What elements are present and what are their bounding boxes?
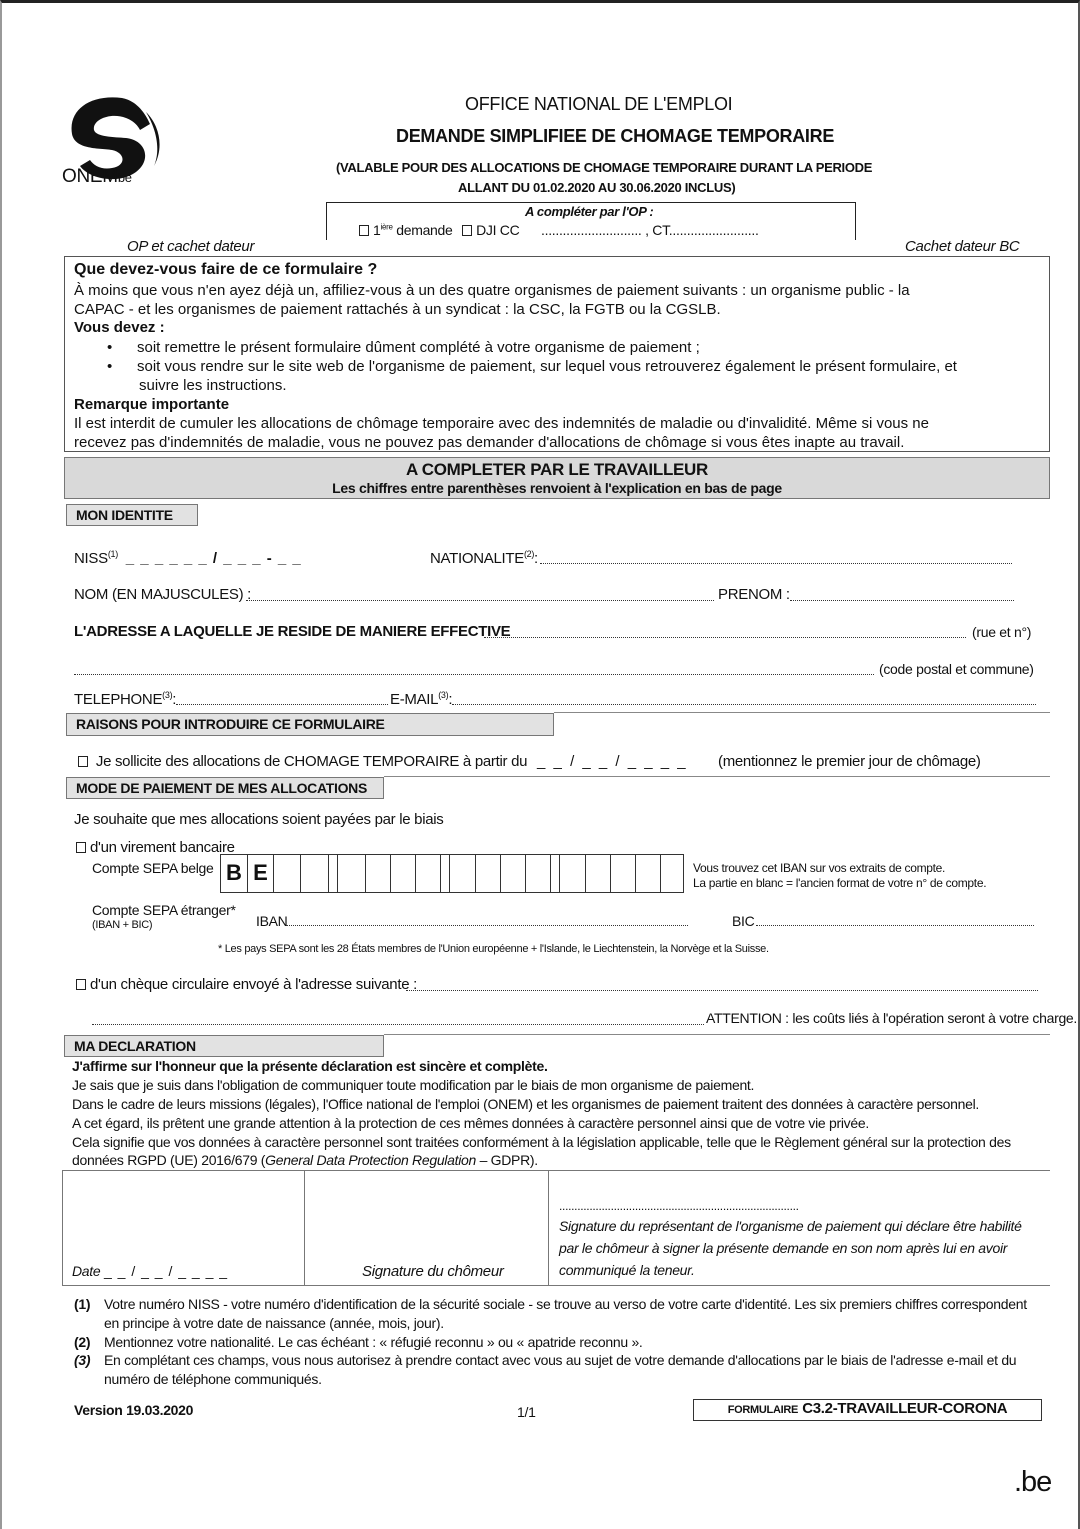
footnote-3-line-1: En complétant ces champs, vous nous autorisez à prendre contact avec vous au sujet de votre demande d'allocations par le biais de l'adresse e-mail et du xyxy=(104,1352,1017,1368)
gdpr-italic: General Data Protection Regulation xyxy=(265,1152,476,1168)
reasons-section-title: RAISONS POUR INTRODUIRE CE FORMULAIRE xyxy=(66,713,554,736)
bank-transfer-checkbox[interactable] xyxy=(76,842,86,853)
declaration-line-5-start: données RGPD (UE) 2016/679 ( xyxy=(72,1152,266,1168)
niss-row xyxy=(74,549,302,567)
op-first-label: demande xyxy=(396,222,453,238)
op-dji: DJI CC xyxy=(476,222,520,238)
declaration-line-2: Dans le cadre de leurs missions (légales), l'Office national de l'emploi (ONEM) et les organismes de paiement traitent des données à caractère personnel. xyxy=(72,1096,979,1112)
address-label: L'ADRESSE A LAQUELLE JE RESIDE DE MANIERE EFFECTIVE xyxy=(74,623,511,640)
iban-cell-b: B xyxy=(221,855,248,893)
sign-date-label: Date xyxy=(72,1263,101,1279)
intro-line-2: CAPAC - et les organismes de paiement rattachés à un syndicat : la CSC, la FGTB ou la CGSLB. xyxy=(74,301,721,318)
sign-rep-dots[interactable]: ............................................................................... xyxy=(559,1199,799,1213)
phone-input[interactable] xyxy=(176,692,388,705)
declaration-rule xyxy=(384,1034,1050,1035)
sepa-foreign-sub: (IBAN + BIC) xyxy=(92,919,153,931)
bullet-2-line-2: suivre les instructions. xyxy=(139,377,287,394)
remark-line-2: recevez pas d'indemnités de maladie, vous ne pouvez pas demander d'allocations de chômage si vous êtes inapte au travail. xyxy=(74,434,905,451)
declaration-line-4: Cela signifie que vos données à caractère personnel sont traitées conformément à la législation applicable, telle que le Règlement général sur la protection des xyxy=(72,1134,1011,1150)
start-date-input[interactable]: _ _ / _ _ / _ _ _ _ xyxy=(537,753,688,770)
payment-rule xyxy=(384,776,1050,777)
office-name: OFFICE NATIONAL DE L'EMPLOI xyxy=(465,94,733,114)
reasons-hint: (mentionnez le premier jour de chômage) xyxy=(718,753,981,770)
iban-cell xyxy=(526,855,551,893)
cheque-address-input-2[interactable] xyxy=(92,1012,704,1025)
worker-banner-subtitle: Les chiffres entre parenthèses renvoient à l'explication en bas de page xyxy=(332,480,782,496)
firstname-input[interactable] xyxy=(790,588,1014,601)
iban-note-line-1: Vous trouvez cet IBAN sur vos extraits de compte. xyxy=(693,861,946,875)
niss-label: NISS xyxy=(74,550,108,567)
email-row: E-MAIL$^{(3)}$: xyxy=(390,690,453,708)
footnote-2-num: (2) xyxy=(74,1334,91,1350)
cheque-address-input-1[interactable] xyxy=(406,978,1038,991)
sig-divider xyxy=(62,1171,63,1285)
iban-cell xyxy=(366,855,391,893)
remark-title: Remarque importante xyxy=(74,396,230,413)
validity-line-1: (VALABLE POUR DES ALLOCATIONS DE CHOMAGE TEMPORAIRE DURANT LA PERIODE xyxy=(336,160,873,175)
bullet-2-dot: • xyxy=(107,358,113,375)
cheque-row xyxy=(76,976,417,993)
street-input[interactable] xyxy=(484,625,966,638)
sepa-be-label: Compte SEPA belge xyxy=(92,860,214,876)
sig-divider xyxy=(304,1171,305,1285)
cheque-attention: ATTENTION : les coûts liés à l'opération seront à votre charge. xyxy=(706,1010,1078,1026)
op-stamp-label: OP et cachet dateur xyxy=(127,238,255,255)
nationality-sup: (2) xyxy=(523,549,535,559)
bullet-2-line-1: soit vous rendre sur le site web de l'organisme de paiement, sur lequel vous retrouverez également le présent formulaire, et xyxy=(137,358,957,375)
iban-gap xyxy=(441,855,449,893)
firstname-label: PRENOM : xyxy=(718,586,790,603)
instructions-box xyxy=(64,256,1050,452)
iban-cell xyxy=(661,855,684,893)
instructions-title: Que devez-vous faire de ce formulaire ? xyxy=(74,261,378,278)
footnote-3-line-2: numéro de téléphone communiqués. xyxy=(104,1371,322,1387)
iban-cell xyxy=(337,855,366,893)
op-box-title: A compléter par l'OP : xyxy=(525,204,654,219)
worker-banner-title: A COMPLETER PAR LE TRAVAILLEUR xyxy=(405,460,709,479)
footnote-2-text: Mentionnez votre nationalité. Le cas échéant : « réfugié reconnu » ou « apatride reconnu ». xyxy=(104,1334,643,1350)
transfer-row xyxy=(76,839,235,856)
transfer-label: d'un virement bancaire xyxy=(90,839,235,856)
logo-suffix: be xyxy=(117,170,132,185)
phone-sup: (3) xyxy=(162,690,173,700)
op-box xyxy=(326,202,856,240)
sepa-note: * Les pays SEPA sont les 28 États membres de l'Union européenne + l'Islande, le Liechtenstein, la Norvège et la Suisse. xyxy=(218,943,769,955)
iban-cell xyxy=(391,855,416,893)
declaration-line-1: Je sais que je suis dans l'obligation de communiquer toute modification par le biais de mon organisme de paiement. xyxy=(72,1077,755,1093)
iban-cell-e: E xyxy=(248,855,274,893)
declaration-section-title: MA DECLARATION xyxy=(64,1035,384,1057)
email-input[interactable] xyxy=(452,692,1036,705)
reasons-row xyxy=(78,753,688,770)
iban-cell xyxy=(476,855,501,893)
iban-cell xyxy=(501,855,526,893)
form-code: C3.2-TRAVAILLEUR-CORONA xyxy=(802,1400,1008,1417)
worker-banner xyxy=(64,457,1050,499)
payment-intro: Je souhaite que mes allocations soient payées par le biais xyxy=(74,811,444,828)
onem-logo xyxy=(60,92,180,192)
iban-cell xyxy=(636,855,661,893)
first-request-checkbox[interactable] xyxy=(359,225,369,236)
cheque-label: d'un chèque circulaire envoyé à l'adresse suivante : xyxy=(90,976,417,993)
payment-section-title: MODE DE PAIEMENT DE MES ALLOCATIONS xyxy=(66,777,384,799)
iban-gap xyxy=(551,855,559,893)
identity-section-title: MON IDENTITE xyxy=(66,504,198,526)
op-ct: ............................ , CT......................... xyxy=(541,222,759,238)
sign-rep-line-2: par le chômeur à signer la présente demande en son nom après lui en avoir xyxy=(559,1240,1008,1256)
logo-text: ONEM xyxy=(62,166,118,187)
reasons-request-text: Je sollicite des allocations de CHOMAGE TEMPORAIRE à partir du xyxy=(95,753,528,770)
intro-line-1: À moins que vous n'en ayez déjà un, affiliez-vous à un des quatre organismes de paiement suivants : un organisme public - la xyxy=(74,282,910,299)
iban-cell xyxy=(449,855,476,893)
footnote-1-line-2: en principe à votre date de naissance (année, mois, jour). xyxy=(104,1315,444,1331)
sign-unemployed[interactable]: Signature du chômeur xyxy=(362,1263,504,1280)
sign-rep-line-3: communiqué la teneur. xyxy=(559,1262,695,1278)
must-title: Vous devez : xyxy=(74,319,165,336)
iban-be-boxes[interactable] xyxy=(220,854,684,893)
street-hint: (rue et n°) xyxy=(972,624,1032,640)
postal-input[interactable] xyxy=(74,662,874,675)
signature-table xyxy=(62,1170,1050,1286)
email-label: E-MAIL xyxy=(390,691,439,708)
sign-rep-line-1: Signature du représentant de l'organisme de paiement qui déclare être habilité xyxy=(559,1218,1022,1234)
postal-hint: (code postal et commune) xyxy=(879,661,1034,677)
name-input[interactable] xyxy=(246,588,714,601)
iban-cell xyxy=(611,855,636,893)
niss-input[interactable]: _ _ _ _ _ _ / _ _ _ - _ _ xyxy=(125,550,302,567)
iban-cell xyxy=(274,855,301,893)
iban-note-line-2: La partie en blanc = l'ancien format de votre n° de compte. xyxy=(693,876,987,890)
sign-date-input[interactable]: _ _ / _ _ / _ _ _ _ xyxy=(103,1263,229,1279)
page-number: 1/1 xyxy=(517,1404,536,1420)
cheque-checkbox[interactable] xyxy=(76,979,86,990)
nationality-label: NATIONALITE xyxy=(430,550,524,567)
bic-label: BIC xyxy=(732,913,755,929)
declaration-affirm: J'affirme sur l'honneur que la présente déclaration est sincère et complète. xyxy=(72,1058,548,1074)
sepa-foreign-label: Compte SEPA étranger* xyxy=(92,902,236,918)
declaration-line-5-end: – GDPR). xyxy=(475,1152,538,1168)
iban-cell xyxy=(586,855,611,893)
bc-stamp-label: Cachet dateur BC xyxy=(905,238,1020,255)
footnote-1-num: (1) xyxy=(74,1296,91,1312)
form-title: DEMANDE SIMPLIFIEE DE CHOMAGE TEMPORAIRE xyxy=(396,126,835,146)
iban-foreign-input[interactable] xyxy=(286,913,688,926)
phone-row: TELEPHONE$^{(3)}$: xyxy=(74,690,177,708)
footnote-3-num: (3) xyxy=(74,1352,91,1368)
op-box-fields xyxy=(359,222,759,238)
declaration-line-3: A cet égard, ils prêtent une grande attention à la protection de ces mêmes données à caractère personnel ainsi que de votre vie privée. xyxy=(72,1115,869,1131)
name-label: NOM (EN MAJUSCULES) : xyxy=(74,586,252,603)
iban-label: IBAN xyxy=(256,913,288,929)
temporary-unemployment-checkbox[interactable] xyxy=(78,756,88,767)
niss-sup: (1) xyxy=(107,549,118,559)
footnote-1-line-1: Votre numéro NISS - votre numéro d'identification de la sécurité sociale - se trouve au verso de votre carte d'identité. Les six premiers chiffres correspondent xyxy=(104,1296,1027,1312)
bullet-1: soit remettre le présent formulaire dûment complété à votre organisme de paiement ; xyxy=(137,339,700,356)
version-label: Version 19.03.2020 xyxy=(74,1402,194,1418)
form-code-box xyxy=(693,1399,1042,1421)
be-mark: .be xyxy=(1014,1466,1052,1498)
iban-cell xyxy=(416,855,441,893)
bic-input[interactable] xyxy=(756,913,1034,926)
iban-gap xyxy=(329,855,337,893)
email-sup: (3) xyxy=(438,690,449,700)
reasons-rule xyxy=(554,712,1050,713)
sig-divider xyxy=(548,1171,549,1285)
sign-date-row xyxy=(72,1263,228,1279)
iban-cell xyxy=(559,855,586,893)
phone-label: TELEPHONE xyxy=(74,691,163,708)
op-first-sup: ière xyxy=(380,222,393,232)
nationality-row: NATIONALITE$^{(2)}$: xyxy=(430,549,538,567)
iban-cell xyxy=(301,855,329,893)
form-code-prefix: FORMULAIRE xyxy=(727,1404,799,1416)
nationality-input[interactable] xyxy=(540,551,1012,564)
declaration-line-5 xyxy=(72,1152,538,1168)
bullet-1-dot: • xyxy=(107,339,113,356)
remark-line-1: Il est interdit de cumuler les allocations de chômage temporaire avec des indemnités de maladie ou d'invalidité. Même si vous ne xyxy=(74,415,929,432)
validity-line-2: ALLANT DU 01.02.2020 AU 30.06.2020 INCLUS) xyxy=(458,180,736,195)
op-first: 1 xyxy=(373,222,381,238)
dji-checkbox[interactable] xyxy=(462,225,472,236)
